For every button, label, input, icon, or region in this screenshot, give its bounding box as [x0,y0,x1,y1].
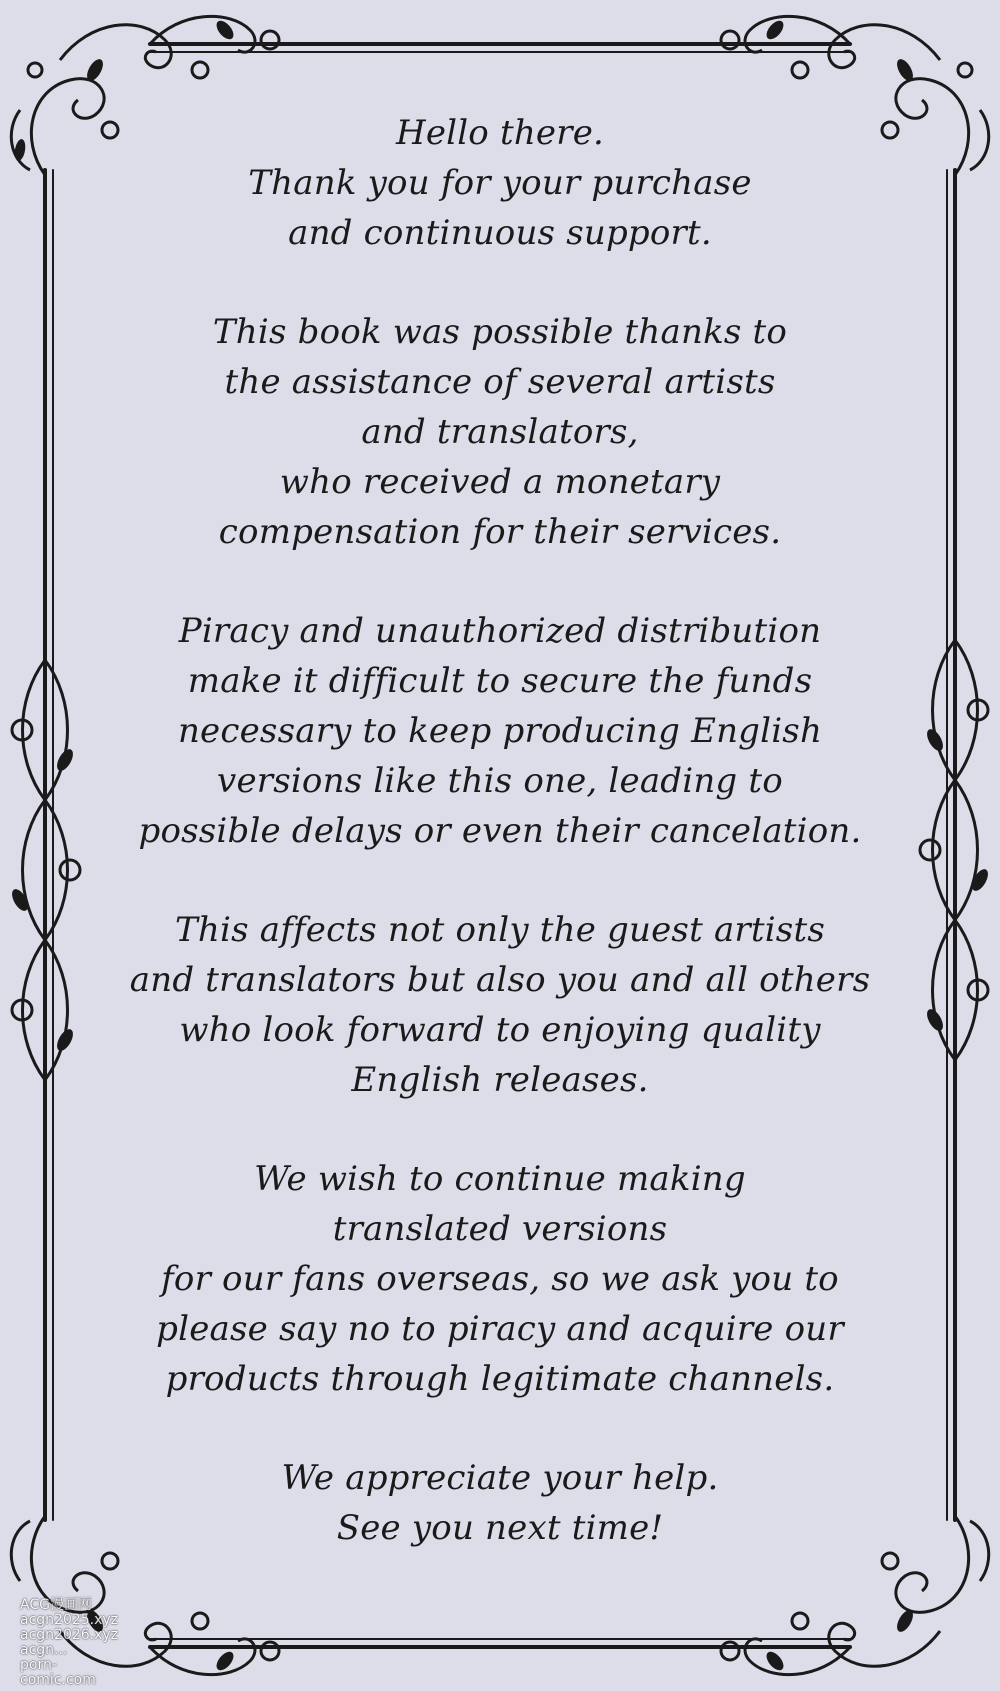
text-line: for our fans overseas, so we ask you to [161,1259,839,1299]
text-line: Piracy and unauthorized distribution [178,611,822,651]
text-line: This book was possible thanks to [212,312,788,352]
text-line: We wish to continue making [254,1159,746,1199]
paragraph-request [120,1154,880,1404]
text-line: products through legitimate channels. [165,1359,835,1399]
text-line: English releases. [351,1060,649,1100]
text-line: and translators but also you and all others [129,960,871,1000]
text-line: translated versions [332,1209,668,1249]
watermark-line: acgn2025.xyz [20,1612,119,1628]
text-line: the assistance of several artists [224,362,776,402]
paragraph-impact [120,905,880,1105]
watermark-line: acgn2026.xyz [20,1627,119,1643]
text-line: necessary to keep producing English [177,711,823,751]
text-line: possible delays or even their cancelation. [138,811,862,851]
paragraph-greeting [120,108,880,258]
text-line: We appreciate your help. [281,1458,719,1498]
watermark-line: porn-comic.com [20,1657,96,1688]
text-line: versions like this one, leading to [217,761,783,801]
text-line: compensation for their services. [218,512,782,552]
message-body [120,108,880,1602]
watermark-line: acgn... [20,1642,68,1658]
text-line: See you next time! [336,1508,664,1548]
text-line: please say no to piracy and acquire our [156,1309,844,1349]
text-line: Thank you for your purchase [248,163,752,203]
site-watermark [20,1598,130,1688]
text-line: and translators, [361,412,639,452]
watermark-line: ACG漫画网 [20,1597,92,1613]
text-line: Hello there. [395,113,605,153]
text-line: who received a monetary [279,462,721,502]
text-line: who look forward to enjoying quality [179,1010,821,1050]
text-line: make it difficult to secure the funds [187,661,813,701]
text-line: and continuous support. [288,213,712,253]
paragraph-credits [120,307,880,557]
paragraph-closing [120,1453,880,1553]
text-line: This affects not only the guest artists [175,910,825,950]
paragraph-piracy [120,606,880,856]
